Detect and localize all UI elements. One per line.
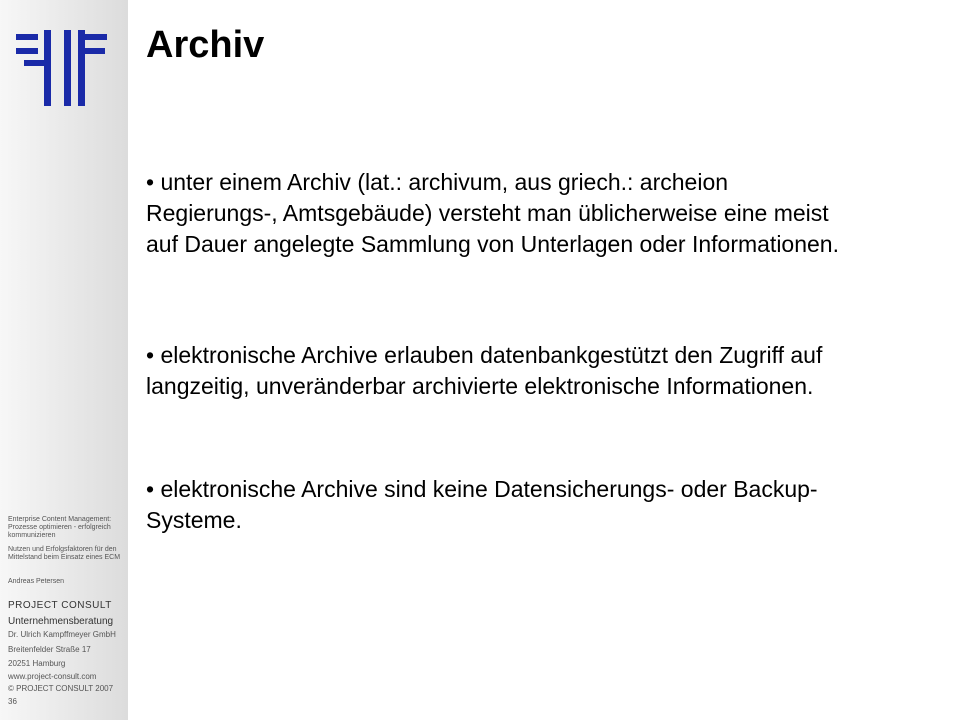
company-name: Dr. Ulrich Kampffmeyer GmbH — [8, 630, 116, 639]
sidebar-subtitle: Nutzen und Erfolgsfaktoren für den Mittelstand beim Einsatz eines ECM — [8, 546, 121, 561]
project-consult-logo-icon — [16, 30, 106, 106]
company-street: Breitenfelder Straße 17 — [8, 645, 91, 654]
sidebar-author: Andreas Petersen — [8, 578, 65, 585]
page-number: 36 — [8, 697, 17, 706]
brand-subtitle: Unternehmensberatung — [8, 616, 114, 627]
copyright: © PROJECT CONSULT 2007 — [8, 684, 114, 693]
company-website: www.project-consult.com — [8, 672, 97, 681]
company-city: 20251 Hamburg — [8, 659, 66, 668]
bullet-item: • elektronische Archive erlauben datenbankgestützt den Zugriff auf langzeitig, unveränderbar archivierte elektronische Informationen. — [146, 342, 823, 399]
sidebar — [0, 0, 128, 720]
bullet-item: • unter einem Archiv (lat.: archivum, aus griech.: archeion Regierungs-, Amtsgebäude) versteht man üblicherweise eine meist auf Dauer angelegte Sammlung von Unterlagen oder Informationen. — [146, 169, 839, 257]
bullet-item: • elektronische Archive sind keine Datensicherungs- oder Backup-Systeme. — [146, 476, 818, 533]
brand-name: PROJECT CONSULT — [8, 600, 112, 611]
sidebar-topic: Enterprise Content Management: Prozesse optimieren - erfolgreich kommunizieren — [8, 516, 112, 539]
page-title: Archiv — [146, 24, 265, 66]
